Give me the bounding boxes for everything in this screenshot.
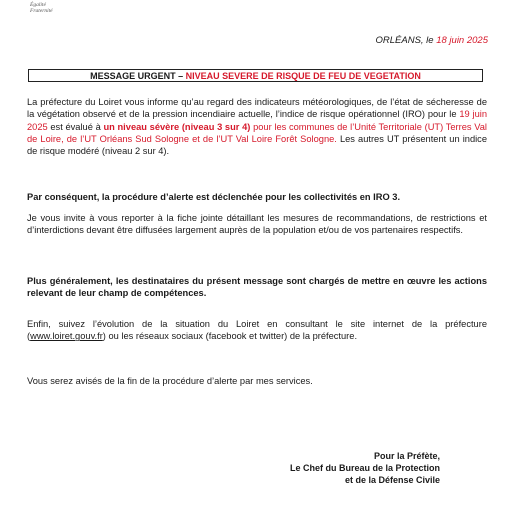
signature-block: [220, 450, 440, 486]
banner-title: NIVEAU SEVERE DE RISQUE DE FEU DE VEGETATION: [185, 71, 421, 81]
urgent-message-banner: [28, 69, 483, 82]
p2-text: Par conséquent, la procédure d’alerte est déclenchée pour les collectivités en IRO 3.: [27, 192, 401, 202]
dateline-date: 18 juin 2025: [436, 35, 488, 46]
dateline-city: ORLÉANS, le: [375, 35, 434, 46]
p1-text-4: Les autres UT présentent un indice de risque modéré (niveau 2 sur 4).: [27, 133, 487, 157]
p1-text-1: La préfecture du Loiret vous informe qu’au regard des indicateurs météorologiques, de l’état de sécheresse de la végétation observé et de la pression incendiaire actuelle, l’indice de risque opérationnel (IRO) pour le: [27, 97, 487, 120]
p1-text-2: est évalué à: [47, 121, 104, 132]
motto-line-egalite: Égalité: [30, 2, 46, 8]
paragraph-recipients: [27, 275, 487, 300]
p1-affected-units: pour les communes de l’Unité Territoriale (UT) Terres Val de Loire, de l’UT Orléans Sud Sologne et de l’UT Val Loire Forêt Sologne.: [27, 121, 487, 144]
p5-text-2: ) ou les réseaux sociaux (facebook et twitter) de la préfecture.: [102, 331, 358, 342]
paragraph-risk-level: [27, 96, 487, 157]
p4-text: Plus généralement, les destinataires du présent message sont chargés de mettre en œuvre les actions relevant de leur champ de compétences.: [27, 276, 487, 299]
banner-prefix: MESSAGE URGENT –: [90, 71, 184, 81]
paragraph-attached-sheet: [27, 212, 487, 237]
p3-text: Je vous invite à vous reporter à la fiche jointe détaillant les mesures de recommandations, de restrictions et d’interdictions devant être diffusées largement auprès de la population et/ou de vos partenaires respectifs.: [27, 213, 487, 236]
paragraph-follow-updates: [27, 318, 487, 343]
paragraph-alert-triggered: [27, 191, 487, 203]
dateline: [376, 35, 489, 46]
p5-text-1: Enfin, suivez l’évolution de la situation du Loiret en consultant le site internet de la préfecture (: [27, 319, 487, 342]
paragraph-end-notice: [27, 375, 487, 387]
signature-line-2: Le Chef du Bureau de la Protection: [289, 463, 440, 473]
republic-motto: [30, 2, 53, 14]
prefecture-website-link[interactable]: www.loiret.gouv.fr: [30, 331, 103, 342]
signature-line-1: Pour la Préfète,: [373, 451, 440, 461]
p6-text: Vous serez avisés de la fin de la procédure d’alerte par mes services.: [27, 376, 313, 386]
p1-severity-level: un niveau sévère (niveau 3 sur 4): [103, 121, 251, 132]
p1-date: 19 juin 2025: [27, 109, 487, 132]
signature-line-3: et de la Défense Civile: [344, 475, 440, 485]
motto-line-fraternite: Fraternité: [30, 8, 53, 14]
